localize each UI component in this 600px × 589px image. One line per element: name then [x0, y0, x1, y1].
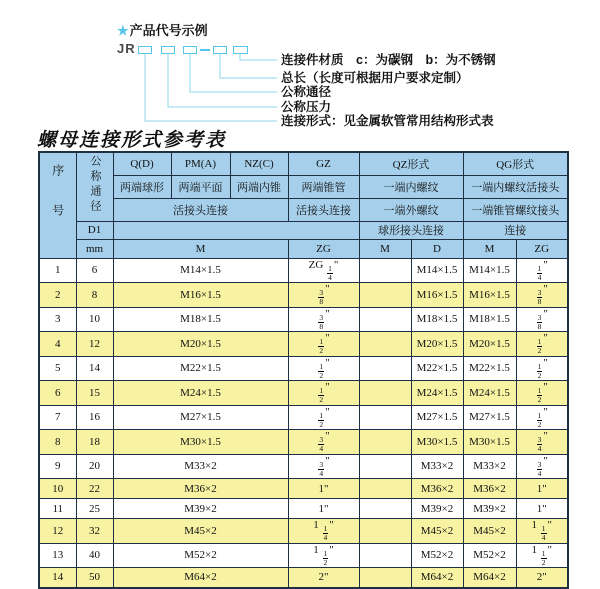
cell-qzm: [359, 405, 411, 430]
table-row: [39, 479, 568, 499]
form-label: 一端内螺纹活接头: [463, 175, 568, 198]
cell-seq: 5: [39, 356, 76, 381]
cell-gz: $\frac{1}{2}$ ": [288, 405, 359, 430]
form-label: 两端平面: [171, 175, 230, 198]
cell-qgzg: 1 $\frac{1}{2}$ ": [516, 543, 568, 568]
cell-qgm: M24×1.5: [463, 381, 516, 406]
cell-qzm: [359, 307, 411, 332]
cell-qgzg: $\frac{3}{4}$ ": [516, 454, 568, 479]
cell-gz: 1 $\frac{1}{4}$ ": [288, 519, 359, 544]
cell-seq: 14: [39, 568, 76, 588]
table-row: [39, 430, 568, 455]
col-header-dn: 公称通径: [76, 152, 113, 221]
header-row-units: [39, 239, 568, 258]
cell-m: M52×2: [113, 543, 288, 568]
table-title: 螺母连接形式参考表: [37, 130, 227, 151]
cell-dn: 18: [76, 430, 113, 455]
cell-qgm: M64×2: [463, 568, 516, 588]
cell-qzm: [359, 356, 411, 381]
cell-qgzg: $\frac{3}{8}$ ": [516, 307, 568, 332]
form-label: 两端锥管: [288, 175, 359, 198]
cell-gz: 2": [288, 568, 359, 588]
cell-m: M16×1.5: [113, 283, 288, 308]
cell-qzm: [359, 381, 411, 406]
table-body: [39, 258, 568, 588]
cell-qzd: M36×2: [411, 479, 463, 499]
header-row-forms: [39, 175, 568, 198]
cell-qzd: M16×1.5: [411, 283, 463, 308]
code-segment-box: [213, 46, 227, 54]
cell-qgm: M14×1.5: [463, 258, 516, 283]
code-label-length: 总长（长度可根据用户要求定制）: [281, 71, 469, 85]
cell-m: M22×1.5: [113, 356, 288, 381]
thread-col-label: D: [411, 239, 463, 258]
cell-m: M64×2: [113, 568, 288, 588]
thread-col-label: M: [463, 239, 516, 258]
cell-qgm: M27×1.5: [463, 405, 516, 430]
cell-m: M30×1.5: [113, 430, 288, 455]
form-label: 一端内螺纹: [359, 175, 463, 198]
table-row: [39, 332, 568, 357]
col-header-group-qd: Q(D): [113, 152, 171, 175]
cell-qgzg: $\frac{1}{4}$ ": [516, 258, 568, 283]
product-code-heading-text: 产品代号示例: [129, 23, 208, 38]
header-row-d1: [39, 221, 568, 239]
cell-m: M14×1.5: [113, 258, 288, 283]
cell-qgm: M36×2: [463, 479, 516, 499]
cell-qzm: [359, 568, 411, 588]
header-empty-cell: [113, 221, 359, 239]
cell-qgzg: $\frac{3}{4}$ ": [516, 430, 568, 455]
cell-qzd: M52×2: [411, 543, 463, 568]
cell-qzm: [359, 430, 411, 455]
form-label: 两端球形: [113, 175, 171, 198]
cell-gz: 1": [288, 499, 359, 519]
cell-qzm: [359, 258, 411, 283]
nut-connection-table: [38, 151, 569, 589]
thread-col-label: ZG: [516, 239, 568, 258]
cell-qzm: [359, 519, 411, 544]
cell-dn: 22: [76, 479, 113, 499]
thread-col-label: ZG: [288, 239, 359, 258]
table-row: [39, 454, 568, 479]
cell-seq: 3: [39, 307, 76, 332]
cell-dn: 25: [76, 499, 113, 519]
cell-qzm: [359, 332, 411, 357]
code-segment-box: [183, 46, 197, 54]
table-row: [39, 356, 568, 381]
cell-seq: 1: [39, 258, 76, 283]
cell-qzd: M39×2: [411, 499, 463, 519]
cell-qzm: [359, 543, 411, 568]
cell-gz: ZG $\frac{1}{4}$ ": [288, 258, 359, 283]
connection-label: 活接头连接: [288, 198, 359, 221]
code-prefix: JR: [117, 41, 136, 56]
form-label: 两端内锥: [230, 175, 288, 198]
col-header-seq: 序号: [39, 152, 76, 258]
cell-seq: 7: [39, 405, 76, 430]
code-label-diameter: 公称通径: [281, 85, 332, 99]
cell-qgm: M39×2: [463, 499, 516, 519]
table-row: [39, 405, 568, 430]
col-header-d1: D1: [76, 221, 113, 239]
cell-qzm: [359, 499, 411, 519]
cell-qzd: M30×1.5: [411, 430, 463, 455]
table-row: [39, 543, 568, 568]
code-dash: [200, 49, 210, 51]
cell-gz: 1 $\frac{1}{2}$ ": [288, 543, 359, 568]
header-row-groups: [39, 152, 568, 175]
cell-gz: $\frac{1}{2}$ ": [288, 356, 359, 381]
table-row: [39, 499, 568, 519]
cell-qgm: M20×1.5: [463, 332, 516, 357]
sub-connection-label: 球形接头连接: [359, 221, 463, 239]
code-segment-box: [161, 46, 175, 54]
cell-qzd: M18×1.5: [411, 307, 463, 332]
cell-qzm: [359, 454, 411, 479]
cell-gz: $\frac{1}{2}$ ": [288, 332, 359, 357]
cell-qzd: M24×1.5: [411, 381, 463, 406]
cell-qgm: M45×2: [463, 519, 516, 544]
cell-qgzg: $\frac{1}{2}$ ": [516, 405, 568, 430]
cell-qzd: M20×1.5: [411, 332, 463, 357]
cell-qgzg: $\frac{1}{2}$ ": [516, 356, 568, 381]
cell-seq: 8: [39, 430, 76, 455]
col-header-group-pm: PM(A): [171, 152, 230, 175]
cell-qgzg: $\frac{3}{8}$ ": [516, 283, 568, 308]
cell-m: M36×2: [113, 479, 288, 499]
cell-qgm: M30×1.5: [463, 430, 516, 455]
cell-dn: 6: [76, 258, 113, 283]
cell-qgzg: 1": [516, 499, 568, 519]
cell-seq: 2: [39, 283, 76, 308]
connection-label: 一端外螺纹: [359, 198, 463, 221]
cell-m: M24×1.5: [113, 381, 288, 406]
table-row: [39, 258, 568, 283]
cell-seq: 9: [39, 454, 76, 479]
cell-seq: 13: [39, 543, 76, 568]
code-segment-box: [138, 46, 152, 54]
cell-gz: $\frac{3}{8}$ ": [288, 283, 359, 308]
cell-qzd: M33×2: [411, 454, 463, 479]
table-row: [39, 519, 568, 544]
cell-dn: 10: [76, 307, 113, 332]
code-label-material: 连接件材质 c：为碳钢 b：为不锈钢: [281, 53, 496, 67]
cell-qgzg: 1": [516, 479, 568, 499]
cell-gz: 1": [288, 479, 359, 499]
code-label-pressure: 公称压力: [281, 100, 332, 114]
cell-dn: 40: [76, 543, 113, 568]
cell-dn: 16: [76, 405, 113, 430]
cell-seq: 12: [39, 519, 76, 544]
col-header-group-gz: GZ: [288, 152, 359, 175]
connection-label: 活接头连接: [113, 198, 288, 221]
code-segment-box: [233, 46, 248, 54]
cell-qgm: M33×2: [463, 454, 516, 479]
cell-qzd: M27×1.5: [411, 405, 463, 430]
connection-label: 一端锥管螺纹接头: [463, 198, 568, 221]
header-row-connections: [39, 198, 568, 221]
cell-seq: 4: [39, 332, 76, 357]
cell-seq: 6: [39, 381, 76, 406]
cell-qgzg: 2": [516, 568, 568, 588]
table-row: [39, 307, 568, 332]
thread-col-label: M: [113, 239, 288, 258]
cell-gz: $\frac{3}{8}$ ": [288, 307, 359, 332]
cell-dn: 14: [76, 356, 113, 381]
cell-qzd: M64×2: [411, 568, 463, 588]
cell-qgzg: $\frac{1}{2}$ ": [516, 332, 568, 357]
cell-qzm: [359, 479, 411, 499]
cell-qgm: M16×1.5: [463, 283, 516, 308]
table-row: [39, 381, 568, 406]
cell-m: M39×2: [113, 499, 288, 519]
cell-qgzg: $\frac{1}{2}$ ": [516, 381, 568, 406]
cell-m: M18×1.5: [113, 307, 288, 332]
cell-m: M20×1.5: [113, 332, 288, 357]
col-header-unit: mm: [76, 239, 113, 258]
table-row: [39, 283, 568, 308]
cell-seq: 11: [39, 499, 76, 519]
cell-qgzg: 1 $\frac{1}{4}$ ": [516, 519, 568, 544]
cell-dn: 8: [76, 283, 113, 308]
cell-dn: 32: [76, 519, 113, 544]
cell-qzd: M14×1.5: [411, 258, 463, 283]
cell-seq: 10: [39, 479, 76, 499]
cell-gz: $\frac{1}{2}$ ": [288, 381, 359, 406]
col-header-group-qz: QZ形式: [359, 152, 463, 175]
cell-dn: 12: [76, 332, 113, 357]
product-code-heading: [117, 20, 208, 39]
cell-m: M33×2: [113, 454, 288, 479]
col-header-group-qg: QG形式: [463, 152, 568, 175]
code-label-connection: 连接形式：见金属软管常用结构形式表: [281, 114, 494, 128]
cell-dn: 20: [76, 454, 113, 479]
cell-qzd: M22×1.5: [411, 356, 463, 381]
cell-qzd: M45×2: [411, 519, 463, 544]
sub-connection-label: 连接: [463, 221, 568, 239]
cell-gz: $\frac{3}{4}$ ": [288, 430, 359, 455]
cell-gz: $\frac{3}{4}$ ": [288, 454, 359, 479]
cell-dn: 50: [76, 568, 113, 588]
cell-m: M27×1.5: [113, 405, 288, 430]
col-header-group-nz: NZ(C): [230, 152, 288, 175]
cell-m: M45×2: [113, 519, 288, 544]
cell-qgm: M52×2: [463, 543, 516, 568]
cell-qzm: [359, 283, 411, 308]
thread-col-label: M: [359, 239, 411, 258]
star-icon: ★: [117, 23, 129, 38]
cell-qgm: M22×1.5: [463, 356, 516, 381]
cell-qgm: M18×1.5: [463, 307, 516, 332]
cell-dn: 15: [76, 381, 113, 406]
table-row: [39, 568, 568, 588]
